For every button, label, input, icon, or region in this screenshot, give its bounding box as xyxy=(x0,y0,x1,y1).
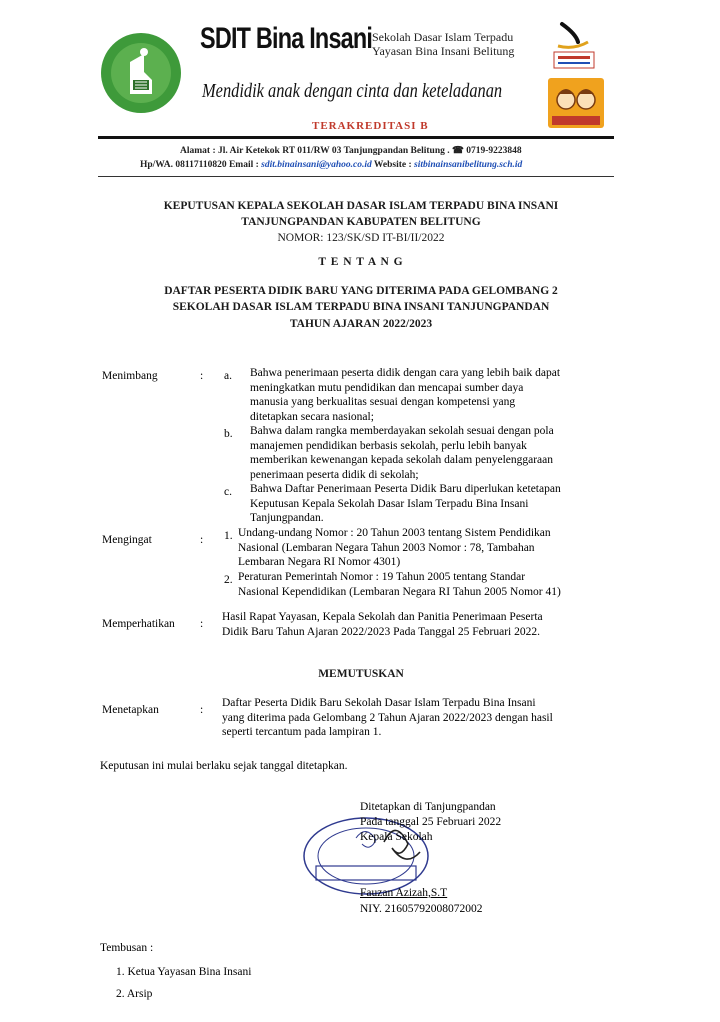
decree-title-line2: TANJUNGPANDAN KABUPATEN BELITUNG xyxy=(241,216,481,228)
menimbang-b-text xyxy=(250,424,620,482)
sdit-children-logo xyxy=(548,78,604,128)
letterhead-divider-thick xyxy=(98,136,614,139)
text-line: Daftar Peserta Didik Baru Sekolah Dasar Islam Terpadu Bina Insani xyxy=(222,697,536,709)
memperhatikan-colon: : xyxy=(200,618,204,630)
menimbang-c-text xyxy=(250,482,620,526)
tentang-heading: T E N T A N G xyxy=(318,256,404,268)
text-line: memberikan kewenangan kepada sekolah dalam penyelenggaraan xyxy=(250,454,554,466)
mengingat-2-mark: 2. xyxy=(224,574,233,586)
mengingat-1-text xyxy=(238,526,620,570)
memperhatikan-label: Memperhatikan xyxy=(102,618,175,630)
school-subtitle xyxy=(372,30,514,58)
text-line: manusia yang berkualitas sesuai dengan kompetensi yang xyxy=(250,396,516,408)
text-line: Tanjungpandan. xyxy=(250,512,324,524)
text-line: Didik Baru Tahun Ajaran 2022/2023 Pada Tanggal 25 Februari 2022. xyxy=(222,625,540,638)
menetapkan-text xyxy=(222,696,620,740)
memutuskan-heading: MEMUTUSKAN xyxy=(318,668,404,680)
memperhatikan-text xyxy=(222,610,620,639)
signatory-niy: NIY. 21605792008072002 xyxy=(360,903,483,915)
school-name: SDIT Bina Insani xyxy=(200,22,373,55)
text-line: yang diterima pada Gelombang 2 Tahun Ajaran 2022/2023 dengan hasil xyxy=(222,711,553,724)
contact-line xyxy=(140,160,522,170)
decree-number: NOMOR: 123/SK/SD IT-BI/II/2022 xyxy=(277,232,445,244)
school-logo xyxy=(100,32,182,114)
signature-place: Ditetapkan di Tanjungpandan xyxy=(360,801,496,813)
school-subtitle-line2: Yayasan Bina Insani Belitung xyxy=(372,44,515,58)
text-line: Hasil Rapat Yayasan, Kepala Sekolah dan Panitia Penerimaan Peserta xyxy=(222,611,543,623)
text-line: Bahwa penerimaan peserta didik dengan cara yang lebih baik dapat xyxy=(250,367,561,379)
website-link[interactable]: sitbinainsanibelitung.sch.id xyxy=(414,160,523,170)
email-link[interactable]: sdit.binainsani@yahoo.co.id xyxy=(261,160,372,170)
website-label: Website : xyxy=(371,160,415,170)
text-line: Nasional (Lembaran Negara Tahun 2003 Nomor : 78, Tambahan xyxy=(238,541,535,554)
text-line: penerimaan peserta didik di sekolah; xyxy=(250,468,419,481)
letterhead-divider-thin xyxy=(98,176,614,177)
text-line: meningkatkan mutu pendidikan dan mencapai sumber daya xyxy=(250,381,524,394)
school-subtitle-line1: Sekolah Dasar Islam Terpadu xyxy=(372,30,514,44)
text-line: ditetapkan secara nasional; xyxy=(250,410,374,423)
menimbang-a-text xyxy=(250,366,620,424)
tembusan-label: Tembusan : xyxy=(100,942,154,954)
subject-line2: SEKOLAH DASAR ISLAM TERPADU BINA INSANI TANJUNGPANDAN xyxy=(172,301,550,313)
text-line: Peraturan Pemerintah Nomor : 19 Tahun 2005 tentang Standar xyxy=(238,571,526,583)
menimbang-b-mark: b. xyxy=(224,428,233,440)
text-line: manajemen pendidikan berbasis sekolah, perlu lebih banyak xyxy=(250,439,527,452)
text-line: Bahwa Daftar Penerimaan Peserta Didik Baru diperlukan ketetapan xyxy=(250,483,561,495)
text-line: Lembaran Negara RI Nomor 4301) xyxy=(238,556,401,568)
address-line: Alamat : Jl. Air Ketekok RT 011/RW 03 Tanjungpandan Belitung . ☎ 0719-9223848 xyxy=(180,146,522,156)
menimbang-a-mark: a. xyxy=(224,370,232,382)
menimbang-c-mark: c. xyxy=(224,486,232,498)
tembusan-item: 1. Ketua Yayasan Bina Insani xyxy=(116,966,252,978)
menimbang-colon: : xyxy=(200,370,204,382)
signatory-name: Fauzan Azizah,S.T xyxy=(360,887,448,899)
menetapkan-colon: : xyxy=(200,704,204,716)
decree-title-line1: KEPUTUSAN KEPALA SEKOLAH DASAR ISLAM TERPADU BINA INSANI xyxy=(163,200,559,212)
menetapkan-label: Menetapkan xyxy=(102,704,159,716)
effective-statement: Keputusan ini mulai berlaku sejak tanggal ditetapkan. xyxy=(100,760,348,772)
mengingat-label: Mengingat xyxy=(102,534,152,546)
tembusan-item: 2. Arsip xyxy=(116,988,153,1000)
text-line: Keputusan Kepala Sekolah Dasar Islam Terpadu Bina Insani xyxy=(250,497,529,510)
text-line: seperti tercantum pada lampiran 1. xyxy=(222,726,382,738)
text-line: Bahwa dalam rangka memberdayakan sekolah sesuai dengan pola xyxy=(250,425,554,437)
subject-line3: TAHUN AJARAN 2022/2023 xyxy=(289,318,433,330)
mengingat-2-text xyxy=(238,570,620,599)
contact-prefix: Hp/WA. 08117110820 Email : xyxy=(140,160,262,170)
school-motto: Mendidik anak dengan cinta dan keteladanan xyxy=(202,80,503,102)
text-line: Nasional Kependidikan (Lembaran Negara RI Tahun 2005 Nomor 41) xyxy=(238,585,561,598)
signature-date: Pada tanggal 25 Februari 2022 xyxy=(360,816,502,828)
mengingat-colon: : xyxy=(200,534,204,546)
subject-line1: DAFTAR PESERTA DIDIK BARU YANG DITERIMA PADA GELOMBANG 2 xyxy=(164,285,558,297)
menimbang-label: Menimbang xyxy=(102,370,158,382)
sit-network-logo xyxy=(548,20,600,72)
accreditation-label: TERAKREDITASI B xyxy=(312,120,429,132)
signature-role: Kepala Sekolah xyxy=(360,831,433,843)
text-line: Undang-undang Nomor : 20 Tahun 2003 tentang Sistem Pendidikan xyxy=(238,527,551,539)
mengingat-1-mark: 1. xyxy=(224,530,233,542)
